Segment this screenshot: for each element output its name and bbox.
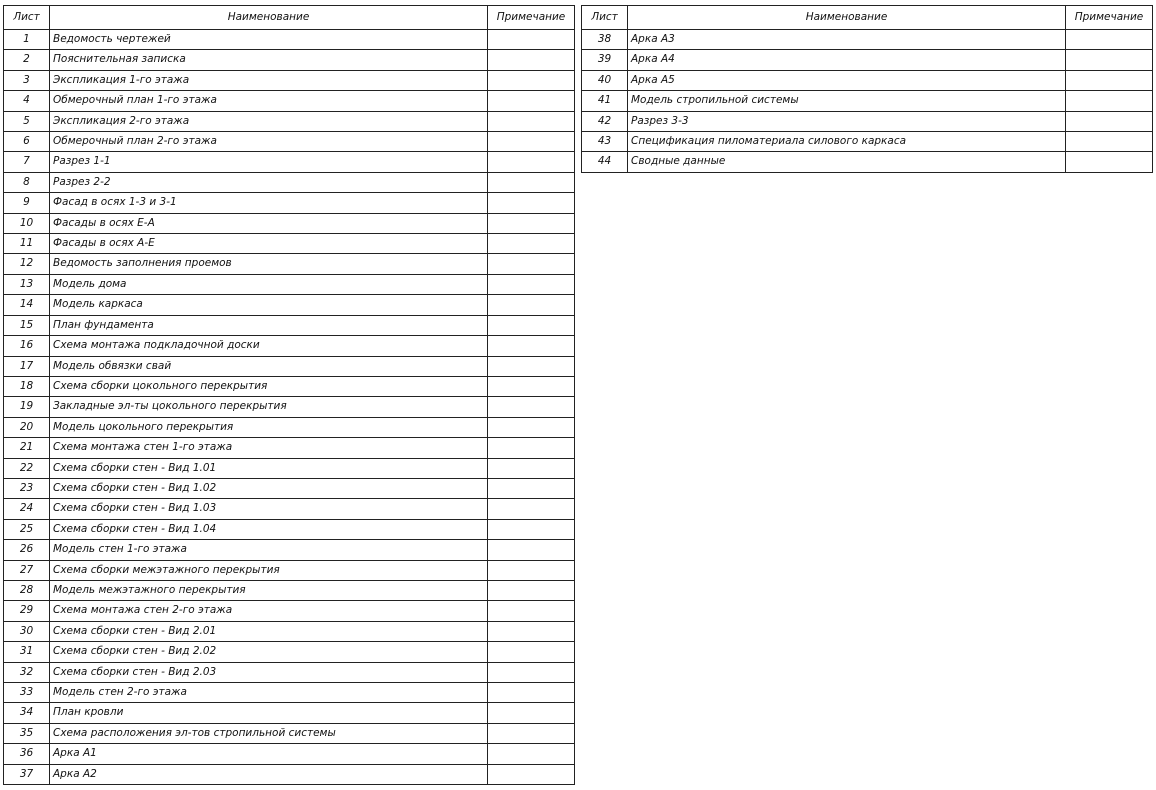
drawings-list-table-left — [3, 5, 575, 785]
table-row — [4, 111, 575, 131]
sheet-note-cell — [488, 315, 575, 335]
sheet-name-cell: Модель стропильной системы — [628, 91, 1066, 111]
sheet-number-cell: 32 — [4, 662, 50, 682]
sheet-name-cell: Схема сборки стен - Вид 2.03 — [50, 662, 488, 682]
sheet-number-cell: 17 — [4, 356, 50, 376]
sheet-number-cell: 19 — [4, 397, 50, 417]
sheet-note-cell — [1066, 30, 1153, 50]
sheet-number-cell: 41 — [582, 91, 628, 111]
sheet-name-cell: Схема сборки межэтажного перекрытия — [50, 560, 488, 580]
sheet-note-cell — [488, 438, 575, 458]
sheet-number-cell: 29 — [4, 601, 50, 621]
sheet-number-cell: 1 — [4, 30, 50, 50]
sheet-number-cell: 38 — [582, 30, 628, 50]
sheet-number-cell: 35 — [4, 723, 50, 743]
sheet-name-cell: Спецификация пиломатериала силового каркаса — [628, 132, 1066, 152]
sheet-number-cell: 25 — [4, 519, 50, 539]
sheet-number-cell: 15 — [4, 315, 50, 335]
sheet-number-cell: 10 — [4, 213, 50, 233]
table-row — [582, 111, 1153, 131]
sheet-name-cell: Модель межэтажного перекрытия — [50, 580, 488, 600]
table-row — [4, 315, 575, 335]
sheet-number-cell: 18 — [4, 376, 50, 396]
header-row — [582, 6, 1153, 30]
sheet-name-cell: Модель стен 1-го этажа — [50, 540, 488, 560]
sheet-number-cell: 9 — [4, 193, 50, 213]
sheet-name-cell: Фасады в осях Е-А — [50, 213, 488, 233]
sheet-number-cell: 36 — [4, 744, 50, 764]
sheet-number-cell: 39 — [582, 50, 628, 70]
table-row — [4, 580, 575, 600]
sheet-note-cell — [488, 621, 575, 641]
sheet-note-cell — [488, 356, 575, 376]
sheet-name-cell: Схема сборки стен - Вид 1.04 — [50, 519, 488, 539]
sheet-number-cell: 20 — [4, 417, 50, 437]
table-row — [4, 662, 575, 682]
table-row — [4, 30, 575, 50]
sheet-name-cell: Арка А2 — [50, 764, 488, 784]
table-row — [582, 30, 1153, 50]
sheet-number-cell: 34 — [4, 703, 50, 723]
sheet-note-cell — [1066, 132, 1153, 152]
table-row — [4, 417, 575, 437]
sheet-name-cell: Схема сборки стен - Вид 1.03 — [50, 499, 488, 519]
sheet-note-cell — [488, 642, 575, 662]
sheet-note-cell — [488, 111, 575, 131]
sheet-name-cell: Разрез 2-2 — [50, 172, 488, 192]
sheet-name-cell: Разрез 1-1 — [50, 152, 488, 172]
sheet-note-cell — [488, 50, 575, 70]
table-row — [4, 274, 575, 294]
sheet-name-cell: Модель каркаса — [50, 295, 488, 315]
sheet-number-cell: 44 — [582, 152, 628, 172]
sheet-note-cell — [488, 662, 575, 682]
table-row — [4, 601, 575, 621]
sheet-number-cell: 26 — [4, 540, 50, 560]
table-row — [4, 499, 575, 519]
sheet-note-cell — [488, 683, 575, 703]
sheet-note-cell — [488, 601, 575, 621]
sheet-name-cell: Ведомость заполнения проемов — [50, 254, 488, 274]
sheet-number-cell: 22 — [4, 458, 50, 478]
sheet-name-cell: Экспликация 2-го этажа — [50, 111, 488, 131]
sheet-name-cell: Схема монтажа стен 2-го этажа — [50, 601, 488, 621]
sheet-note-cell — [488, 499, 575, 519]
table-row — [582, 91, 1153, 111]
table-row — [4, 683, 575, 703]
sheet-name-cell: Схема сборки стен - Вид 2.02 — [50, 642, 488, 662]
sheet-name-cell: Обмерочный план 2-го этажа — [50, 132, 488, 152]
sheet-name-cell: Схема сборки стен - Вид 2.01 — [50, 621, 488, 641]
header-sheet: Лист — [4, 6, 50, 30]
sheet-note-cell — [1066, 50, 1153, 70]
sheet-number-cell: 11 — [4, 234, 50, 254]
table-row — [4, 295, 575, 315]
sheet-number-cell: 8 — [4, 172, 50, 192]
sheet-number-cell: 2 — [4, 50, 50, 70]
table-row — [4, 50, 575, 70]
sheet-note-cell — [488, 30, 575, 50]
sheet-name-cell: Фасады в осях А-Е — [50, 234, 488, 254]
sheet-note-cell — [488, 152, 575, 172]
sheet-name-cell: Разрез 3-3 — [628, 111, 1066, 131]
sheet-note-cell — [1066, 152, 1153, 172]
sheet-number-cell: 16 — [4, 336, 50, 356]
sheet-name-cell: Сводные данные — [628, 152, 1066, 172]
table-row — [4, 723, 575, 743]
table-body-right — [582, 30, 1153, 173]
sheet-note-cell — [1066, 91, 1153, 111]
sheet-name-cell: План кровли — [50, 703, 488, 723]
table-row — [4, 703, 575, 723]
sheet-note-cell — [488, 540, 575, 560]
sheet-name-cell: Схема сборки стен - Вид 1.02 — [50, 478, 488, 498]
sheet-number-cell: 43 — [582, 132, 628, 152]
sheet-name-cell: План фундамента — [50, 315, 488, 335]
table-row — [4, 152, 575, 172]
sheet-note-cell — [488, 703, 575, 723]
sheet-number-cell: 4 — [4, 91, 50, 111]
sheet-name-cell: Арка А5 — [628, 70, 1066, 90]
sheet-note-cell — [488, 519, 575, 539]
table-row — [4, 642, 575, 662]
sheet-number-cell: 28 — [4, 580, 50, 600]
sheet-note-cell — [488, 274, 575, 294]
header-row — [4, 6, 575, 30]
table-row — [4, 132, 575, 152]
sheet-note-cell — [488, 458, 575, 478]
sheet-note-cell — [488, 478, 575, 498]
header-sheet: Лист — [582, 6, 628, 30]
sheet-number-cell: 31 — [4, 642, 50, 662]
sheet-note-cell — [488, 70, 575, 90]
sheet-name-cell: Обмерочный план 1-го этажа — [50, 91, 488, 111]
sheet-note-cell — [488, 172, 575, 192]
sheet-number-cell: 14 — [4, 295, 50, 315]
sheet-name-cell: Схема монтажа стен 1-го этажа — [50, 438, 488, 458]
table-row — [582, 50, 1153, 70]
sheet-note-cell — [488, 560, 575, 580]
sheet-note-cell — [1066, 111, 1153, 131]
sheet-name-cell: Ведомость чертежей — [50, 30, 488, 50]
sheet-name-cell: Пояснительная записка — [50, 50, 488, 70]
table-row — [4, 560, 575, 580]
header-note: Примечание — [488, 6, 575, 30]
table-row — [582, 70, 1153, 90]
sheet-number-cell: 37 — [4, 764, 50, 784]
sheet-note-cell — [488, 132, 575, 152]
header-note: Примечание — [1066, 6, 1153, 30]
table-row — [4, 91, 575, 111]
sheet-name-cell: Модель дома — [50, 274, 488, 294]
table-row — [4, 458, 575, 478]
sheet-name-cell: Закладные эл-ты цокольного перекрытия — [50, 397, 488, 417]
sheet-name-cell: Арка А3 — [628, 30, 1066, 50]
sheet-name-cell: Схема сборки стен - Вид 1.01 — [50, 458, 488, 478]
table-row — [4, 70, 575, 90]
sheet-note-cell — [488, 376, 575, 396]
table-row — [4, 336, 575, 356]
sheet-number-cell: 21 — [4, 438, 50, 458]
sheet-note-cell — [1066, 70, 1153, 90]
table-row — [4, 376, 575, 396]
sheet-note-cell — [488, 764, 575, 784]
table-row — [582, 152, 1153, 172]
sheet-name-cell: Модель обвязки свай — [50, 356, 488, 376]
drawings-list-table-right — [581, 5, 1153, 173]
sheet-name-cell: Арка А1 — [50, 744, 488, 764]
sheet-number-cell: 33 — [4, 683, 50, 703]
sheet-number-cell: 12 — [4, 254, 50, 274]
sheet-note-cell — [488, 91, 575, 111]
sheet-note-cell — [488, 213, 575, 233]
sheet-name-cell: Модель стен 2-го этажа — [50, 683, 488, 703]
sheet-note-cell — [488, 336, 575, 356]
sheet-name-cell: Схема монтажа подкладочной доски — [50, 336, 488, 356]
table-row — [4, 438, 575, 458]
table-row — [4, 478, 575, 498]
header-name: Наименование — [50, 6, 488, 30]
table-row — [4, 172, 575, 192]
table-row — [4, 744, 575, 764]
table-row — [4, 193, 575, 213]
sheet-name-cell: Модель цокольного перекрытия — [50, 417, 488, 437]
sheet-name-cell: Схема расположения эл-тов стропильной системы — [50, 723, 488, 743]
sheet-note-cell — [488, 580, 575, 600]
sheet-number-cell: 5 — [4, 111, 50, 131]
table-row — [582, 132, 1153, 152]
sheet-note-cell — [488, 193, 575, 213]
table-row — [4, 234, 575, 254]
sheet-number-cell: 24 — [4, 499, 50, 519]
header-name: Наименование — [628, 6, 1066, 30]
table-row — [4, 356, 575, 376]
sheet-note-cell — [488, 417, 575, 437]
table-row — [4, 397, 575, 417]
sheet-number-cell: 30 — [4, 621, 50, 641]
sheet-note-cell — [488, 397, 575, 417]
sheet-number-cell: 7 — [4, 152, 50, 172]
sheet-number-cell: 27 — [4, 560, 50, 580]
sheet-number-cell: 13 — [4, 274, 50, 294]
sheet-name-cell: Арка А4 — [628, 50, 1066, 70]
table-row — [4, 764, 575, 784]
table-body-left — [4, 30, 575, 785]
table-row — [4, 540, 575, 560]
sheet-number-cell: 6 — [4, 132, 50, 152]
sheet-note-cell — [488, 744, 575, 764]
sheet-note-cell — [488, 234, 575, 254]
sheet-note-cell — [488, 723, 575, 743]
sheet-number-cell: 23 — [4, 478, 50, 498]
sheet-note-cell — [488, 254, 575, 274]
sheet-note-cell — [488, 295, 575, 315]
table-row — [4, 519, 575, 539]
sheet-number-cell: 3 — [4, 70, 50, 90]
table-row — [4, 213, 575, 233]
sheet-name-cell: Схема сборки цокольного перекрытия — [50, 376, 488, 396]
table-row — [4, 254, 575, 274]
sheet-name-cell: Экспликация 1-го этажа — [50, 70, 488, 90]
table-row — [4, 621, 575, 641]
sheet-number-cell: 40 — [582, 70, 628, 90]
sheet-name-cell: Фасад в осях 1-3 и 3-1 — [50, 193, 488, 213]
sheet-number-cell: 42 — [582, 111, 628, 131]
